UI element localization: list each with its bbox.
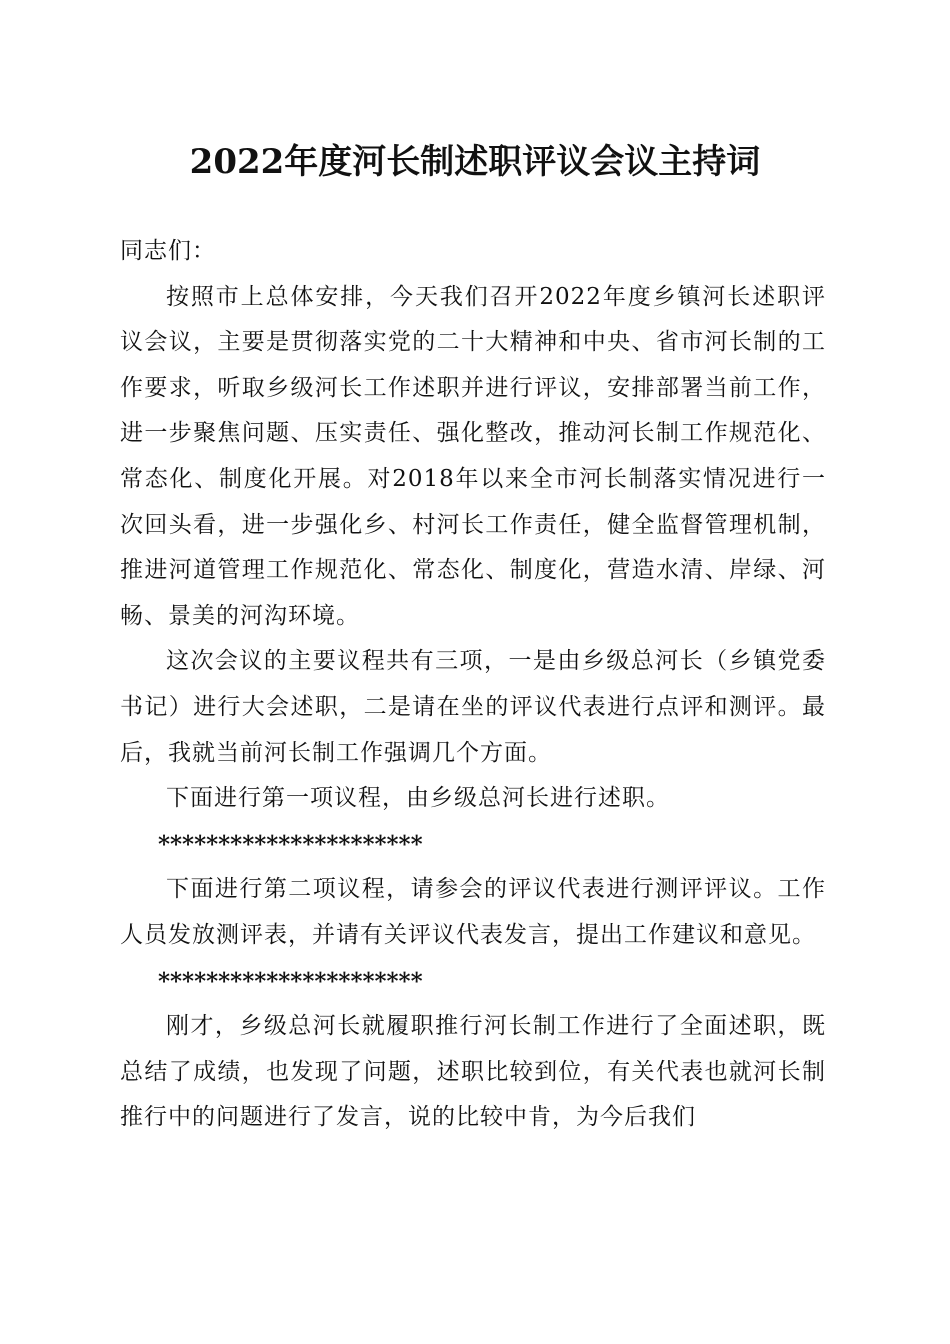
- salutation: 同志们：: [120, 238, 216, 264]
- paragraph-intro: 按照市上总体安排，今天我们召开2022年度乡镇河长述职评议会议，主要是贯彻落实党的二十大精神和中央、省市河长制的工作要求，听取乡级河长工作述职并进行评议，安排部署当前工作，进一步聚焦问题、压实责任、强化整改，推动河长制工作规范化、常态化、制度化开展。对2018年以来全市河长制落实情况进行一次回头看，进一步强化乡、村河长工作责任，健全监督管理机制，推进河道管理工作规范化、常态化、制度化，营造水清、岸绿、河畅、景美的河沟环境。: [120, 283, 826, 629]
- paragraph-summary: 刚才，乡级总河长就履职推行河长制工作进行了全面述职，既总结了成绩，也发现了问题，述职比较到位，有关代表也就河长制推行中的问题进行了发言，说的比较中肯，为今后我们: [120, 1013, 826, 1131]
- separator-stars: **********************: [158, 967, 423, 995]
- paragraph-item-one: 下面进行第一项议程，由乡级总河长进行述职。: [166, 785, 670, 812]
- paragraph-item-two: 下面进行第二项议程，请参会的评议代表进行测评评议。工作人员发放测评表，并请有关评议代表发言，提出工作建议和意见。: [120, 876, 826, 948]
- paragraph-agenda: 这次会议的主要议程共有三项，一是由乡级总河长（乡镇党委书记）进行大会述职，二是请在坐的评议代表进行点评和测评。最后，我就当前河长制工作强调几个方面。: [120, 648, 826, 766]
- document-title: 2022年度河长制述职评议会议主持词: [189, 142, 761, 182]
- document-body: [120, 229, 826, 1141]
- separator-stars: **********************: [158, 830, 423, 858]
